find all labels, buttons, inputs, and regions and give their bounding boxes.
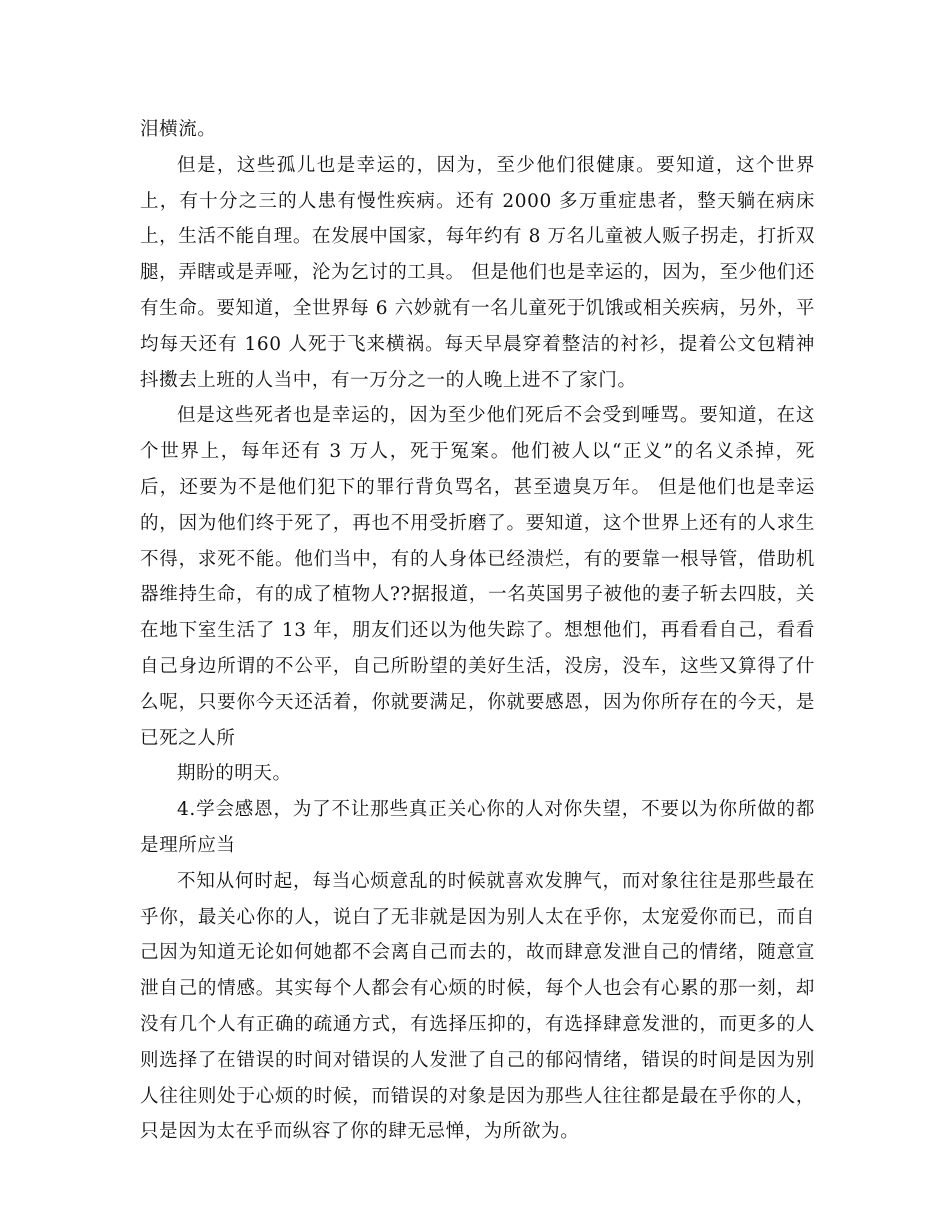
paragraph-orphans-fortunate: 但是，这些孤儿也是幸运的，因为，至少他们很健康。要知道，这个世界上，有十分之三的人患有慢性疾病。还有 2000 多万重症患者，整天躺在病床上，生活不能自理。在发展中国家，每年约有 8 万名儿童被人贩子拐走，打折双腿，弄瞎或是弄哑，沦为乞讨的工具。 但是他们也是幸运的，因为，至少他们还有生命。要知道，全世界每 6 六妙就有一名儿童死于饥饿或相关疾病，另外，平均每天还有 160 人死于飞来横祸。每天早晨穿着整洁的衬衫，提着公文包精神抖擞去上班的人当中，有一万分之一的人晚上进不了家门。 [140, 154, 815, 391]
paragraph-tomorrow: 期盼的明天。 [177, 763, 292, 785]
document-page [140, 112, 815, 1150]
paragraph-ending: 泪横流。 [140, 119, 217, 140]
paragraph-temper: 不知从何时起，每当心烦意乱的时候就喜欢发脾气，而对象往往是那些最在乎你，最关心你的人，说白了无非就是因为别人太在乎你，太宠爱你而已，而自己因为知道无论如何她都不会离自己而去的，故而肆意发泄自己的情绪，随意宣泄自己的情感。其实每个人都会有心烦的时候，每个人也会有心累的那一刻，却没有几个人有正确的疏通方式，有选择压抑的，有选择肆意发泄的，而更多的人则选择了在错误的时间对错误的人发泄了自己的郁闷情绪，错误的时间是因为别人往往则处于心烦的时候，而错误的对象是因为那些人往往都是最在乎你的人，只是因为太在乎而纵容了你的肆无忌惮，为所欲为。 [140, 870, 815, 1143]
paragraph-dead-fortunate: 但是这些死者也是幸运的，因为至少他们死后不会受到唾骂。要知道，在这个世界上，每年还有 3 万人，死于冤案。他们被人以“正义”的名义杀掉，死后，还要为不是他们犯下的罪行背负骂名，甚至遗臭万年。 但是他们也是幸运的，因为他们终于死了，再也不用受折磨了。要知道，这个世界上还有的人求生不得，求死不能。他们当中，有的人身体已经溃烂，有的要靠一根导管，借助机器维持生命，有的成了植物人??据报道，一名英国男子被他的妻子斩去四肢，关在地下室生活了 13 年，朋友们还以为他失踪了。想想他们，再看看自己，看看自己身边所谓的不公平，自己所盼望的美好生活，没房，没车，这些又算得了什么呢，只要你今天还活着，你就要满足，你就要感恩，因为你所存在的今天，是已死之人所 [140, 405, 815, 749]
section-heading-gratitude: 4.学会感恩，为了不让那些真正关心你的人对你失望，不要以为你所做的都是理所应当 [140, 799, 815, 856]
